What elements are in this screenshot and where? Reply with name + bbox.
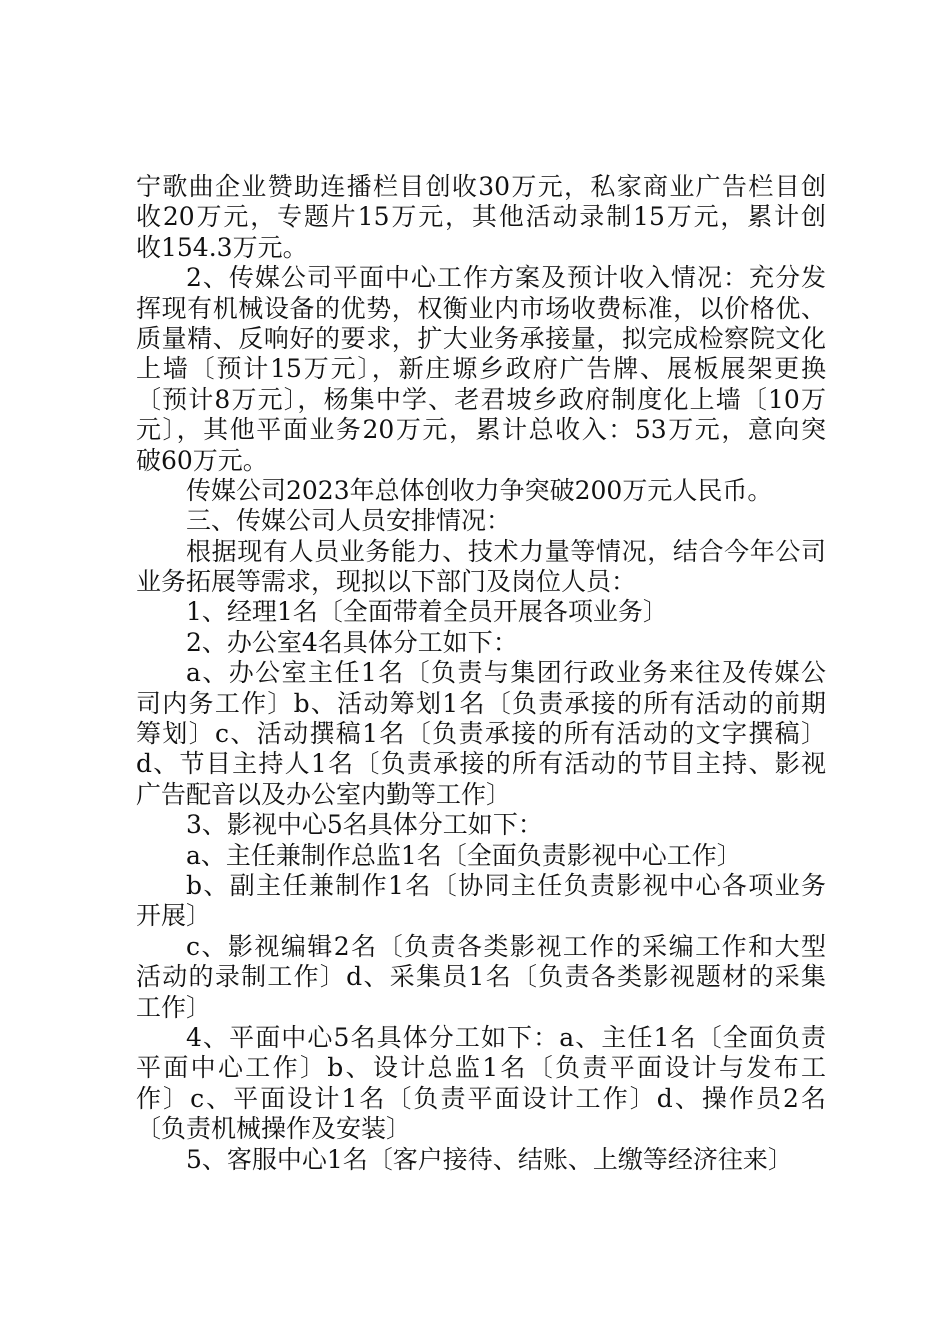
text-line: 2、办公室4名具体分工如下：: [186, 627, 518, 657]
text-line: 活动的录制工作〕d、采集员1名〔负责各类影视题材的采集: [136, 962, 826, 992]
text-line: 司内务工作〕b、活动筹划1名〔负责承接的所有活动的前期: [136, 688, 826, 718]
text-line: 4、平面中心5名具体分工如下：a、主任1名〔全面负责: [186, 1022, 826, 1052]
text-line: 三、传媒公司人员安排情况：: [186, 506, 512, 536]
text-line: 平面中心工作〕b、设计总监1名〔负责平面设计与发布工: [136, 1053, 826, 1083]
text-line: b、副主任兼制作1名〔协同主任负责影视中心各项业务: [186, 870, 826, 900]
text-line: 开展〕: [136, 901, 212, 931]
text-line: 宁歌曲企业赞助连播栏目创收30万元，私家商业广告栏目创: [136, 172, 826, 201]
text-line: 作〕c、平面设计1名〔负责平面设计工作〕d、操作员2名: [136, 1083, 826, 1113]
text-line: 挥现有机械设备的优势，权衡业内市场收费标准，以价格优、: [136, 293, 826, 323]
text-line: 筹划〕c、活动撰稿1名〔负责承接的所有活动的文字撰稿〕: [136, 719, 826, 749]
text-line: 收154.3万元。: [136, 232, 308, 262]
text-line: 3、影视中心5名具体分工如下：: [186, 810, 543, 840]
text-line: 2、传媒公司平面中心工作方案及预计收入情况：充分发: [186, 263, 826, 293]
text-line: 根据现有人员业务能力、技术力量等情况，结合今年公司: [186, 536, 826, 566]
text-line: 质量精、反响好的要求，扩大业务承接量，拟完成检察院文化: [136, 323, 826, 353]
text-line: c、影视编辑2名〔负责各类影视工作的采编工作和大型: [186, 931, 826, 961]
text-line: 广告配音以及办公室内勤等工作〕: [136, 779, 512, 809]
text-line: a、办公室主任1名〔负责与集团行政业务来往及传媒公: [186, 658, 826, 688]
text-line: 收20万元，专题片15万元，其他活动录制15万元，累计创: [136, 202, 826, 232]
text-line: 元〕，其他平面业务20万元，累计总收入：53万元，意向突: [136, 415, 826, 445]
text-line: 〔预计8万元〕，杨集中学、老君坡乡政府制度化上墙〔10万: [136, 384, 826, 414]
document-body: [136, 172, 826, 1175]
text-line: 工作〕: [136, 992, 212, 1022]
text-line: 〔负责机械操作及安装〕: [136, 1114, 412, 1144]
text-line: d、节目主持人1名〔负责承接的所有活动的节目主持、影视: [136, 749, 826, 779]
text-line: 上墙〔预计15万元〕，新庄塬乡政府广告牌、展板展架更换: [136, 354, 826, 384]
text-line: 5、客服中心1名〔客户接待、结账、上缴等经济往来〕: [186, 1144, 793, 1174]
text-line: a、主任兼制作总监1名〔全面负责影视中心工作〕: [186, 840, 742, 870]
text-line: 业务拓展等需求，现拟以下部门及岗位人员：: [136, 567, 637, 597]
text-line: 1、经理1名〔全面带着全员开展各项业务〕: [186, 597, 668, 627]
text-line: 传媒公司2023年总体创收力争突破200万元人民币。: [186, 475, 773, 505]
text-line: 破60万元。: [136, 445, 268, 475]
